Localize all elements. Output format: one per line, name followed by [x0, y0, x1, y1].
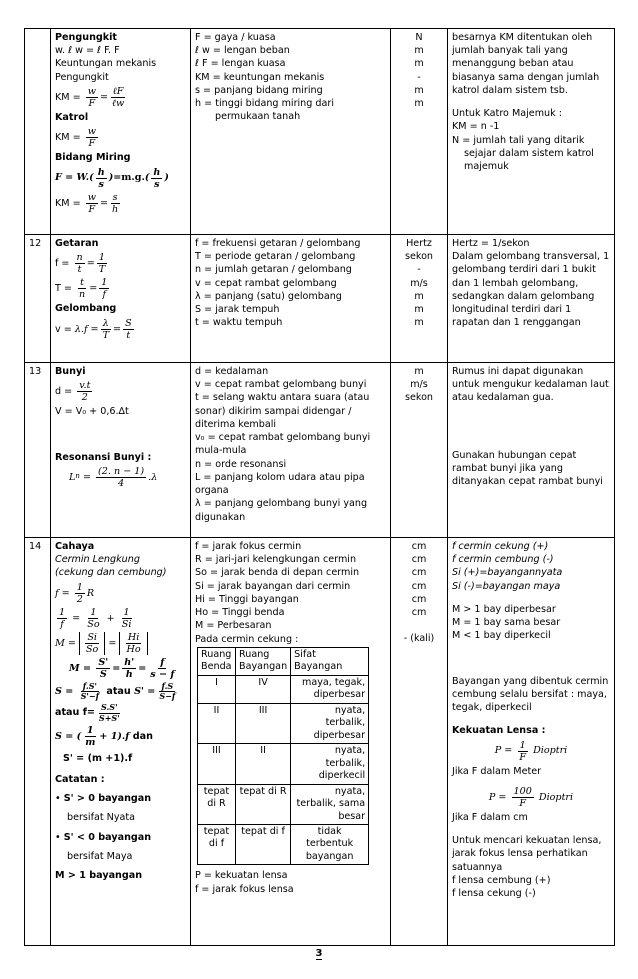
description-cell: [191, 29, 391, 235]
formula-cell: [51, 29, 191, 235]
page-number: [0, 948, 638, 959]
text-paragraph: besarnya KM ditentukan oleh jumlah banyak tali yang menanggung beban atau biasanya sama dengan jumlah katrol dalam sistem tsb.: [452, 32, 600, 96]
description-cell: [191, 363, 391, 538]
text-fragment: Dioptri: [533, 745, 568, 757]
text-paragraph: Gunakan hubungan cepat rambat bunyi jika yang ditanyakan cepat rambat bunyi: [452, 449, 603, 488]
text-line: Si (-)=bayangan maya: [452, 580, 561, 592]
heading-cermin: Cermin Lengkung: [55, 554, 140, 566]
text-line: S = jarak tempuh: [195, 304, 280, 316]
heading-getaran: Getaran: [55, 238, 99, 249]
table-row: [198, 675, 369, 703]
unit: -: [417, 71, 421, 83]
table-row: [25, 538, 615, 946]
heading-gelombang: Gelombang: [55, 303, 117, 315]
table-row: [25, 235, 615, 363]
unit: m: [414, 98, 424, 110]
table-row: [25, 363, 615, 538]
equation-frequency: f = $\frac{n}{t}$ = $\frac{1}{T}$: [55, 252, 106, 276]
text-fragment: atau: [106, 686, 131, 698]
equation-distance: S = $\frac{f.S'}{S'-f}$ atau S' = $\frac{f.S}{S-f}$: [55, 680, 176, 702]
table-row: [198, 784, 369, 824]
text-line: R = jari-jari kelengkungan cermin: [195, 554, 357, 566]
unit: m: [414, 317, 424, 329]
unit-cell: [391, 235, 448, 363]
text-line: V = V₀ + 0,6.∆t: [55, 406, 129, 418]
text-paragraph: Untuk mencari kekuatan lensa, jarak fokus lensa perhatikan satuannya: [452, 835, 602, 873]
table-cell: II: [198, 703, 236, 743]
table-cell: tidak terbentuk bayangan: [291, 824, 369, 864]
text-line: t = waktu tempuh: [195, 317, 283, 329]
table-cell: III: [198, 744, 236, 784]
text-line: Pada cermin cekung :: [195, 633, 299, 645]
unit: sekon: [404, 251, 434, 263]
text-line: f = jarak fokus lensa: [195, 883, 294, 895]
table-header: Ruang Benda: [198, 647, 236, 675]
text-line: permukaan tanah: [215, 111, 301, 123]
text-line: λ = panjang (satu) gelombang: [195, 290, 342, 302]
text-line: f lensa cekung (-): [452, 888, 536, 900]
text-line: n = jumlah getaran / gelombang: [195, 264, 352, 276]
table-cell: nyata, terbalik, sama besar: [291, 784, 369, 824]
unit: m/s: [410, 277, 428, 289]
unit: m: [414, 304, 424, 316]
unit: cm: [411, 607, 427, 619]
text-line: d = kedalaman: [195, 366, 269, 377]
unit-cell: [391, 29, 448, 235]
equation-magnification: M = $\frac{Si}{So}$ = $\frac{Hi}{Ho}$: [55, 632, 186, 655]
equation-km-lever: KM = $\frac{w}{F}$ = $\frac{\text{ℓF}}{\text{ℓw}}$: [55, 85, 125, 109]
text-line: ℓ F = lengan kuasa: [195, 58, 286, 70]
text-line: bersifat Maya: [67, 850, 133, 862]
text-paragraph: Rumus ini dapat digunakan untuk mengukur kedalaman laut atau kedalaman gua.: [452, 366, 609, 404]
text-line: N = jumlah tali yang ditarik: [452, 134, 585, 146]
text-line: bersifat Nyata: [67, 812, 136, 824]
text-line: S' < 0 bayangan: [63, 831, 152, 843]
table-cell: II: [236, 744, 291, 784]
table-row: [198, 703, 369, 743]
text-fragment: =m.g.: [113, 172, 145, 184]
text-line: F = gaya / kuasa: [195, 32, 276, 43]
table-row: [25, 29, 615, 235]
equation-power-cm: P = $\frac{100}{F}$ Dioptri: [488, 785, 574, 809]
equation-incline-force: F = W.( $\frac{h}{s}$ ) =m.g. ( $\frac{h}{s}$ ): [55, 166, 169, 190]
equation-depth: d = $\frac{v.t}{2}$: [55, 380, 91, 404]
unit: - (kali): [403, 633, 435, 645]
text-line: Si (+)=bayangannyata: [452, 567, 563, 579]
row-number: 12: [25, 235, 51, 363]
text-line: M < 1 bay diperkecil: [452, 630, 551, 642]
heading-catatan: Catatan :: [55, 774, 105, 785]
table-cell: maya, tegak, diperbesar: [291, 675, 369, 703]
formula-table: [24, 28, 615, 946]
table-cell: nyata, terbalik, diperkecil: [291, 744, 369, 784]
unit: N: [415, 32, 423, 43]
table-cell: I: [198, 675, 236, 703]
heading-bidang-miring: Bidang Miring: [55, 152, 131, 164]
equation-km-incline: KM = $\frac{w}{F}$ = $\frac{s}{h}$: [55, 191, 119, 215]
text-line: M = Perbesaran: [195, 620, 272, 632]
unit: m: [414, 84, 424, 96]
note-cell: [448, 363, 615, 538]
row-number: 13: [25, 363, 51, 538]
row-number: [25, 29, 51, 235]
equation-distance-2: S = ( $\frac{1}{m}$ + 1).f dan: [55, 724, 153, 748]
heading-pengungkit: Pengungkit: [55, 32, 118, 43]
text-line: Jika F dalam cm: [452, 811, 528, 823]
text-line: f lensa cembung (+): [452, 874, 551, 886]
page: [24, 28, 614, 946]
heading-katrol: Katrol: [55, 112, 89, 123]
text-line: M > 1 bayangan: [55, 870, 143, 882]
unit: m: [414, 45, 424, 57]
unit-cell: [391, 538, 448, 946]
note-cell: [448, 29, 615, 235]
equation-power-meter: P = $\frac{1}{F}$ Dioptri: [494, 739, 568, 763]
text-line: Jika F dalam Meter: [452, 765, 542, 777]
text-paragraph: Bayangan yang dibentuk cermin cembung selalu bersifat : maya, tegak, diperkecil: [452, 675, 609, 714]
text-line: S' > 0 bayangan: [63, 793, 152, 805]
table-cell: III: [236, 703, 291, 743]
equation-magnification-2: M = $\frac{S'}{S}$ = $\frac{h'}{h}$ = $\frac{f}{s - f}$: [69, 656, 175, 680]
table-cell: tepat di f: [236, 824, 291, 864]
text-line: So = jarak benda di depan cermin: [195, 567, 360, 579]
equation-wave-speed: v = λ.f = $\frac{\lambda}{T}$ = $\frac{S}{t}$: [55, 317, 132, 341]
text-paragraph: L = panjang kolom udara atau pipa organa: [195, 471, 365, 497]
unit: m/s: [410, 379, 428, 391]
text-line: M = 1 bay sama besar: [452, 617, 561, 629]
table-header-row: [198, 647, 369, 675]
table-row: [198, 744, 369, 784]
formula-cell: [51, 235, 191, 363]
table-cell: nyata, terbalik, diperbesar: [291, 703, 369, 743]
text-line: f cermin cekung (+): [452, 541, 549, 552]
equation-focal: f = $\frac{1}{2}$ R: [55, 581, 95, 605]
equation-mirror: $\frac{1}{f}$ = $\frac{1}{So}$ + $\frac{1}{Si}$: [59, 606, 132, 630]
text-fragment: Dioptri: [538, 791, 574, 803]
description-cell: [191, 235, 391, 363]
text-line: KM = keuntungan mekanis: [195, 71, 325, 83]
unit-cell: [391, 363, 448, 538]
table-header: Sifat Bayangan: [291, 647, 369, 675]
image-property-table: [197, 647, 369, 866]
table-row: [198, 824, 369, 864]
unit: cm: [411, 580, 427, 592]
text-line: Si = jarak bayangan dari cermin: [195, 580, 351, 592]
text-line: f = frekuensi getaran / gelombang: [195, 238, 361, 249]
unit: cm: [411, 593, 427, 605]
text-line: S' = (m +1).f: [63, 752, 133, 764]
heading-cermin-sub: (cekung dan cembung): [55, 567, 167, 579]
text-line: Ho = Tinggi benda: [195, 607, 285, 619]
text-line: v = cepat rambat gelombang: [195, 277, 337, 289]
equation-period: T = $\frac{t}{n}$ = $\frac{1}{f}$: [55, 277, 108, 301]
unit: m: [414, 58, 424, 70]
note-cell: [448, 235, 615, 363]
table-cell: tepat di R: [198, 784, 236, 824]
formula-cell: Cahaya Cermin Lengkung (cekung dan cembung) f = $\frac{1}{2}$ R $\frac{1}{f}$ = $\frac{1}{So}$ + $\frac{1}{Si}$ M = $\frac{Si}{So}$ = $\frac{Hi}{Ho}$ M = $\frac{S'}{S}$ = $\frac{h'}{h}$ = $\frac{f}{s - f}$ S = $\frac{f.S'}{S'-f}$ atau S' = $\frac{f.S}{S-f}$ atau f= $\frac{S.S'}{S+S'}$ S = ( $\frac{1}{m}$ + 1).f dan S' = (m +1).f Catatan : • S' > 0 bayangan bersifat Nyata • S' < 0 bayangan bersifat Maya M > 1 bayangan: [51, 538, 191, 946]
unit: cm: [411, 541, 427, 552]
text-paragraph: t = selang waktu antara suara (atau sonar) dikirim sampai didengar / diterima kembali: [195, 392, 370, 430]
heading-cahaya: Cahaya: [55, 541, 95, 552]
text-line: w. ℓ w = ℓ F. F: [55, 45, 120, 57]
text-paragraph: λ = panjang gelombang bunyi yang digunakan: [195, 498, 368, 523]
text-line: T = periode getaran / gelombang: [195, 251, 356, 263]
unit: m: [414, 290, 424, 302]
table-cell: IV: [236, 675, 291, 703]
unit: sekon: [404, 392, 434, 404]
text-line: Pengungkit: [55, 71, 109, 83]
equation-focal-2: atau f= $\frac{S.S'}{S+S'}$: [55, 702, 120, 723]
note-cell: [448, 538, 615, 946]
text-line: f = jarak fokus cermin: [195, 541, 302, 552]
text-line: Keuntungan mekanis: [55, 58, 157, 70]
heading-bunyi: Bunyi: [55, 366, 86, 377]
text-line: s = panjang bidang miring: [195, 84, 323, 96]
unit: Hertz: [406, 238, 432, 249]
text-paragraph: v₀ = cepat rambat gelombang bunyi mula-mula: [195, 432, 371, 457]
page-number-text: 3: [315, 948, 323, 959]
unit: m: [414, 366, 424, 377]
text-line: Untuk Katro Majemuk :: [452, 108, 562, 120]
description-cell: [191, 538, 391, 946]
text-line: n = orde resonansi: [195, 458, 287, 470]
unit: cm: [411, 554, 427, 566]
heading-kekuatan-lensa: Kekuatan Lensa :: [452, 725, 546, 737]
heading-resonansi: Resonansi Bunyi :: [55, 451, 152, 463]
text-line: sejajar dalam sistem katrol majemuk: [464, 147, 594, 173]
row-number: 14: [25, 538, 51, 946]
text-line: f cermin cembung (-): [452, 554, 554, 566]
table-cell: tepat di R: [236, 784, 291, 824]
equation-resonance: L n = $\frac{(2. n - 1)}{4}$ .λ: [69, 465, 158, 489]
text-line: ℓ w = lengan beban: [195, 45, 290, 57]
text-fragment: dan: [132, 730, 153, 742]
unit: cm: [411, 567, 427, 579]
text-line: Hi = Tinggi bayangan: [195, 593, 299, 605]
text-line: M > 1 bay diperbesar: [452, 603, 556, 615]
table-cell: tepat di f: [198, 824, 236, 864]
text-line: h = tinggi bidang miring dari: [195, 98, 334, 110]
text-line: KM = n -1: [452, 121, 500, 133]
text-fragment: atau f=: [55, 707, 95, 719]
formula-cell: [51, 363, 191, 538]
text-line: Hertz = 1/sekon: [452, 238, 530, 249]
equation-km-pulley: KM = $\frac{w}{F}$: [55, 126, 96, 150]
unit: -: [417, 264, 421, 276]
text-line: P = kekuatan lensa: [195, 870, 288, 882]
table-header: Ruang Bayangan: [236, 647, 291, 675]
text-line: v = cepat rambat gelombang bunyi: [195, 379, 367, 391]
text-paragraph: Dalam gelombang transversal, 1 gelombang terdiri dari 1 bukit dan 1 lembah gelombang, sedangkan dalam gelombang longitudinal terdiri dari 1 rapatan dan 1 renggangan: [452, 251, 610, 329]
